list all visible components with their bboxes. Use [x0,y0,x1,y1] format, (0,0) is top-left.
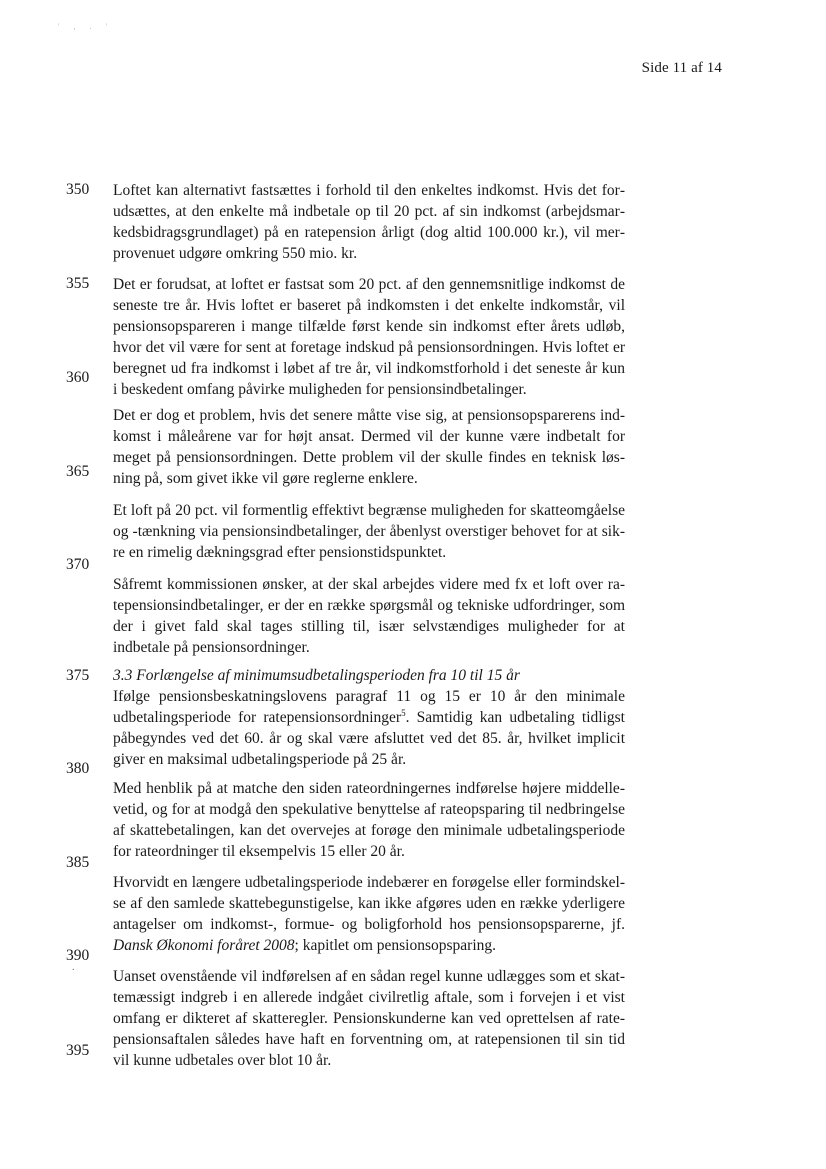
paragraph: Et loft på 20 pct. vil formentlig effektivt begrænse muligheden for skatteomgåelse og -tænkning via pensionsindbetalinger, der åbenlyst overstiger behovet for at sikre en rimelig dækningsgrad efter pensionstidspunktet. [113,502,625,561]
line-number: 375 [66,667,90,684]
line-number: 370 [66,556,90,573]
paragraph: Det er forudsat, at loftet er fastsat som 20 pct. af den gennemsnitlige indkomst de seneste tre år. Hvis loftet er baseret på indkomsten i det enkelte indkomstår, vil pensionsopspareren i mange tilfælde først kende sin indkomst efter årets udløb, hvor det vil være for sent at foretage indskud på pensionsordningen. Hvis loftet er beregnet ud fra indkomst i løbet af tre år, vil indkomstforhold i det seneste år kun i beskedent omfang påvirke muligheden for pensionsindbetalinger. [113,276,625,398]
footnote-reference: 5 [401,707,406,718]
section-paragraph: Uanset ovenstående vil indførelsen af en sådan regel kunne udlægges som et skattemæssigt indgreb i en allerede indgået civilretlig aftale, som i forvejen i et vist omfang er dikteret af skatteregler. Pensionskunderne kan ved oprettelsen af ratepensionsaftalen således have haft en forventning om, at ratepensionen til sin tid vil kunne udbetales over blot 10 år. [113,968,625,1069]
margin-mark: . [72,962,75,973]
publication-title: Dansk Økonomi foråret 2008 [113,937,295,954]
scan-specks: ' , . ' [58,22,113,31]
page-number: Side 11 af 14 [641,60,722,76]
paragraph-text: Ifølge pensionsbeskatningslovens paragraf 11 og 15 er 10 år den minimale udbetalingsperiode for ratepensionsordninger [113,688,625,726]
paragraph: Loftet kan alternativt fastsættes i forhold til den enkeltes indkomst. Hvis det forudsættes, at den enkelte må indbetale op til 20 pct. af sin indkomst (arbejdsmarkedsbidragsgrundlaget) på en ratepension årligt (dog altid 100.000 kr.), vil merprovenuet udgøre omkring 550 mio. kr. [113,182,625,262]
paragraph-text: . Samtidig kan udbetaling tidligst påbegyndes ved det 60. år og skal være afsluttet ved det 85. år, hvilket implicit giver en maksimal udbetalingsperiode på 25 år. [113,709,625,768]
section-paragraph: Med henblik på at matche den siden rateordningernes indførelse højere middellevetid, og for at modgå den spekulative benyttelse af rateopsparing til nedbringelse af skattebetalingen, kan det overvejes at forøge den minimale udbetalingsperiode for rateordninger til eksempelvis 15 eller 20 år. [113,780,625,860]
line-number: 360 [66,369,90,386]
line-number: 385 [66,854,90,871]
line-number: 350 [66,181,90,198]
line-number: 390 [66,947,90,964]
line-number: 365 [66,463,90,480]
paragraph: Såfremt kommissionen ønsker, at der skal arbejdes videre med fx et loft over ratepensionsindbetalinger, er der en række spørgsmål og tekniske udfordringer, som der i givet fald skal tages stilling til, især selvstændiges muligheder for at indbetale på pensionsordninger. [113,576,625,656]
section-paragraph [113,686,625,770]
line-number: 395 [66,1042,90,1059]
paragraph-text: Hvorvidt en længere udbetalingsperiode indebærer en forøgelse eller formindskelse af den samlede skattebegunstigelse, kan ikke afgøres uden en række yderligere antagelser om indkomst-, formue- og boligforhold hos pensionsopsparerne, jf. [113,874,625,933]
paragraph: Det er dog et problem, hvis det senere måtte vise sig, at pensionsopsparerens indkomst i måleårene var for højt ansat. Dermed vil der kunne være indbetalt for meget på pensionsordningen. Dette problem vil der skulle findes en teknisk løsning på, som givet ikke vil gøre reglerne enklere. [113,407,625,487]
section-paragraph [113,872,625,956]
line-number: 355 [66,275,90,292]
paragraph-text: ; kapitlet om pensionsopsparing. [294,937,497,954]
section-heading: 3.3 Forlængelse af minimumsudbetalingsperioden fra 10 til 15 år [113,667,520,684]
line-number: 380 [66,760,90,777]
